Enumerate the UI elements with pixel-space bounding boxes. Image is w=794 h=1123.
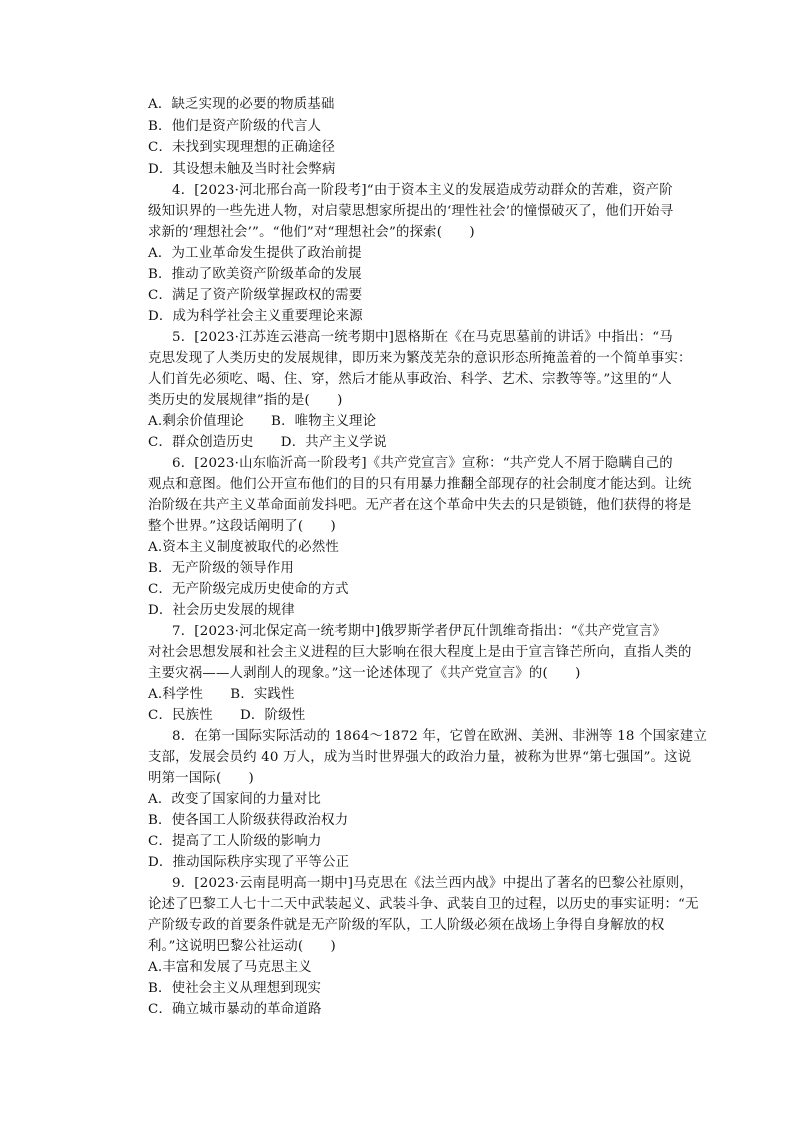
text-line: A．缺乏实现的必要的物质基础 bbox=[148, 97, 335, 112]
text-line: C．确立城市暴动的革命道路 bbox=[148, 1002, 322, 1017]
text-line: C．无产阶级完成历史使命的方式 bbox=[148, 582, 349, 597]
question-6: 6．[2023·山东临沂高一阶段考]《共产党宣言》宣称：“共产党人不屑于隐瞒自己的 bbox=[172, 456, 673, 471]
text-line: B．他们是资产阶级的代言人 bbox=[148, 119, 322, 134]
text-line: 治阶级在共产主义革命面前发抖吧。无产者在这个革命中失去的只是锁链，他们获得的将是 bbox=[148, 498, 692, 513]
question-8: 8．在第一国际实际活动的 1864～1872 年，它曾在欧洲、美洲、非洲等 18 个国家建立 bbox=[172, 729, 708, 744]
text-line: B．使社会主义从理想到现实 bbox=[148, 981, 322, 996]
text-line: 观点和意图。他们公开宣布他们的目的只有用暴力推翻全部现存的社会制度才能达到。让统 bbox=[148, 477, 692, 492]
text-line: 利。”这说明巴黎公社运动( ) bbox=[148, 939, 336, 954]
text-line: 支部，发展会员约 40 万人，成为当时世界强大的政治力量，被称为世界“第七强国”。这说 bbox=[148, 750, 692, 765]
text-line: 明第一国际( ) bbox=[148, 771, 254, 786]
text-line: 论述了巴黎工人七十二天中武装起义、武装斗争、武装自卫的过程，以历史的事实证明：“无 bbox=[148, 897, 699, 912]
question-5: 5．[2023·江苏连云港高一统考期中]恩格斯在《在马克思墓前的讲话》中指出：“马 bbox=[172, 330, 673, 345]
text-line: C．满足了资产阶级掌握政权的需要 bbox=[148, 288, 363, 303]
text-line: A.剩余价值理论 B．唯物主义理论 bbox=[148, 414, 377, 429]
text-line: D．成为科学社会主义重要理论来源 bbox=[148, 309, 363, 324]
text-line: 级知识界的一些先进人物，对启蒙思想家所提出的‘理性社会’的憧憬破灭了，他们开始寻 bbox=[148, 204, 674, 219]
question-4: 4．[2023·河北邢台高一阶段考]“由于资本主义的发展造成劳动群众的苦难，资产阶 bbox=[172, 183, 673, 198]
text-line: A.丰富和发展了马克思主义 bbox=[148, 960, 312, 975]
text-line: 人们首先必须吃、喝、住、穿，然后才能从事政治、科学、艺术、宗教等等。”这里的“人 bbox=[148, 372, 672, 387]
question-7: 7．[2023·河北保定高一统考期中]俄罗斯学者伊瓦什凯维奇指出：“《共产党宣言》 bbox=[172, 624, 667, 639]
text-line: A．为工业革命发生提供了政治前提 bbox=[148, 246, 362, 261]
text-line: B．推动了欧美资产阶级革命的发展 bbox=[148, 267, 362, 282]
text-line: C．提高了工人阶级的影响力 bbox=[148, 834, 322, 849]
text-line: D．社会历史发展的规律 bbox=[148, 603, 295, 618]
text-line: B．使各国工人阶级获得政治权力 bbox=[148, 813, 349, 828]
text-line: D．其设想未触及当时社会弊病 bbox=[148, 162, 336, 177]
text-line: B．无产阶级的领导作用 bbox=[148, 561, 294, 576]
text-line: 类历史的发展规律”指的是( ) bbox=[148, 393, 343, 408]
text-line: 主要灾祸——人剥削人的现象。”这一论述体现了《共产党宣言》的( ) bbox=[148, 666, 581, 681]
text-line: 求新的‘理想社会’”。“他们”对“理想社会”的探索( ) bbox=[148, 225, 475, 240]
text-line: D．推动国际秩序实现了平等公正 bbox=[148, 855, 350, 870]
text-line: A．改变了国家间的力量对比 bbox=[148, 792, 321, 807]
text-line: 产阶级专政的首要条件就是无产阶级的军队，工人阶级必须在战场上争得自身解放的权 bbox=[148, 918, 665, 933]
question-9: 9．[2023·云南昆明高一期中]马克思在《法兰西内战》中提出了著名的巴黎公社原则， bbox=[172, 876, 693, 891]
text-line: 整个世界。”这段话阐明了( ) bbox=[148, 519, 336, 534]
text-line: 对社会思想发展和社会主义进程的巨大影响在很大程度上是由于宣言锋芒所向，直指人类的 bbox=[148, 645, 692, 660]
text-line: C．民族性 D．阶级性 bbox=[148, 708, 306, 723]
text-line: C．群众创造历史 D．共产主义学说 bbox=[148, 435, 387, 450]
text-line: C．未找到实现理想的正确途径 bbox=[148, 140, 336, 155]
text-line: A.科学性 B．实践性 bbox=[148, 687, 295, 702]
text-line: A.资本主义制度被取代的必然性 bbox=[148, 540, 340, 555]
text-line: 克思发现了人类历史的发展规律，即历来为繁茂芜杂的意识形态所掩盖着的一个简单事实： bbox=[148, 351, 692, 366]
